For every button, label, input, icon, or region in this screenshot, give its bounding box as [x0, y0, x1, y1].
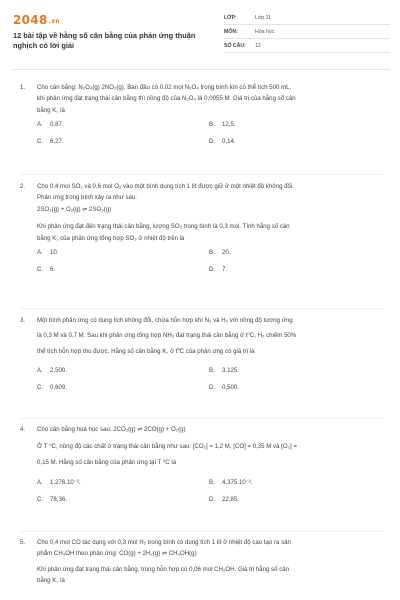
- meta-value: Hóa học: [255, 28, 275, 35]
- question-line: Khi phản ứng đạt đến trạng thái cân bằng, lượng SO₃ trong bình là 0,3 mol. Tính hằng số cân: [37, 223, 290, 231]
- question-text: [37, 181, 382, 244]
- option-text: 0,87.: [50, 121, 64, 129]
- question-line: Phản ứng trong bình xảy ra như sau:: [37, 194, 137, 202]
- option-c[interactable]: [37, 382, 209, 394]
- question-number: 1.: [20, 84, 26, 91]
- question-line: bằng K꜀ của phản ứng tổng hợp SO₃ ở nhiệt độ trên là: [37, 234, 185, 242]
- meta-key: SỐ CÂU:: [224, 42, 246, 49]
- option-a[interactable]: [37, 247, 209, 259]
- meta-table: [224, 11, 390, 53]
- meta-row-subject: [224, 25, 390, 39]
- question-5: [20, 537, 382, 587]
- option-text: 4,375.10⁻².: [222, 479, 253, 487]
- option-letter: D.: [209, 496, 216, 504]
- option-text: 78,36.: [50, 496, 67, 504]
- page-title: 12 bài tập về hằng số cân bằng của phản ứng thuận nghịch có lời giải: [13, 31, 196, 50]
- question-divider: [20, 531, 382, 532]
- answer-options: [37, 119, 382, 148]
- option-d[interactable]: [209, 136, 381, 148]
- option-text: 6,27.: [50, 138, 64, 146]
- question-number: 3.: [20, 317, 26, 324]
- question-line: bằng K꜀ là: [37, 577, 65, 585]
- option-letter: A.: [37, 479, 43, 487]
- question-line: Cho 0,4 mol SO₂ và 0,6 mol O₂ vào một bình dung tích 1 lít được giữ ở một nhiệt độ không đổi.: [37, 183, 294, 190]
- option-b[interactable]: [209, 119, 381, 131]
- question-divider: [20, 308, 382, 309]
- header-divider: [13, 69, 390, 70]
- option-letter: B.: [209, 479, 215, 487]
- option-c[interactable]: [37, 136, 209, 148]
- option-text: 0,609.: [50, 384, 67, 392]
- question-1: [20, 82, 382, 148]
- option-letter: A.: [37, 249, 43, 257]
- logo-suffix: .vn: [48, 18, 60, 25]
- question-text: [37, 82, 382, 116]
- option-letter: A.: [37, 121, 43, 129]
- option-letter: C.: [37, 138, 44, 146]
- option-text: 22,85.: [222, 496, 239, 504]
- equation-line: 2SO₂(g) + O₂(g) ⇌ 2SO₃(g): [37, 205, 112, 213]
- option-letter: C.: [37, 496, 44, 504]
- question-line: Cho 0,4 mol CO tác dụng với 0,3 mol H₂ trong bình có dung tích 1 lít ở nhiệt độ cao tạo ra sản: [37, 539, 291, 546]
- question-2: [20, 181, 382, 276]
- option-text: 1,276.10⁻².: [50, 479, 81, 487]
- option-a[interactable]: [37, 365, 209, 377]
- meta-value: Lớp 11: [255, 14, 271, 21]
- option-letter: C.: [37, 384, 44, 392]
- question-number: 4.: [20, 426, 26, 433]
- meta-row-grade: [224, 11, 390, 25]
- question-text: [37, 424, 382, 468]
- question-text: [37, 537, 382, 587]
- option-letter: A.: [37, 367, 43, 375]
- option-b[interactable]: [209, 477, 381, 489]
- meta-row-count: [224, 39, 390, 53]
- document-header: [0, 0, 400, 68]
- equation-line: Cho cân bằng hoá học sau: 2CO₂(g) ⇌ 2CO(g) + O₂(g): [37, 426, 186, 433]
- meta-key: LỚP:: [224, 14, 237, 21]
- option-d[interactable]: [209, 382, 381, 394]
- site-logo[interactable]: [13, 13, 60, 27]
- option-d[interactable]: [209, 264, 381, 276]
- question-text: [37, 315, 382, 357]
- option-d[interactable]: [209, 494, 381, 506]
- question-line: Cho cân bằng: N₂O₄(g) 2NO₂(g). Ban đầu có 0,02 mol N₂O₄ trong bình kín có thể tích 500 mL,: [37, 84, 292, 91]
- option-b[interactable]: [209, 247, 381, 259]
- option-text: 0,14.: [222, 138, 236, 146]
- option-b[interactable]: [209, 365, 381, 377]
- meta-key: MÔN:: [224, 28, 238, 35]
- option-text: 3,125.: [222, 367, 239, 375]
- question-line: 0,15 M. Hằng số cân bằng của phản ứng tại T ⁰C là: [37, 458, 177, 466]
- option-a[interactable]: [37, 477, 209, 489]
- option-letter: D.: [209, 266, 216, 274]
- option-text: 10.: [50, 249, 59, 257]
- option-letter: C.: [37, 266, 44, 274]
- option-c[interactable]: [37, 264, 209, 276]
- answer-options: [37, 365, 382, 394]
- question-4: [20, 424, 382, 506]
- option-letter: D.: [209, 384, 216, 392]
- question-3: [20, 315, 382, 394]
- option-letter: B.: [209, 121, 215, 129]
- answer-options: [37, 477, 382, 506]
- logo-text: 2048: [13, 13, 48, 27]
- question-number: 2.: [20, 183, 26, 190]
- question-line: khi phản ứng đạt trạng thái cân bằng thì nồng độ của N₂O₄ là 0,0055 M. Giá trị của hằng số cân: [37, 95, 296, 103]
- meta-value: 12: [255, 42, 261, 49]
- answer-options: [37, 247, 382, 276]
- question-number: 5.: [20, 539, 26, 546]
- question-divider: [20, 418, 382, 419]
- question-line: Ở T ⁰C, nồng độ các chất ở trạng thái cân bằng như sau: [CO₂] = 1,2 M, [CO] = 0,35 M và [O₂] =: [37, 443, 297, 451]
- option-letter: D.: [209, 138, 216, 146]
- option-text: 12,5.: [222, 121, 236, 129]
- option-text: 20.: [222, 249, 231, 257]
- question-line: Khi phản ứng đạt trạng thái cân bằng, trong hỗn hợp có 0,06 mol CH₃OH. Giá trị hằng số cân: [37, 565, 290, 573]
- option-a[interactable]: [37, 119, 209, 131]
- option-letter: B.: [209, 367, 215, 375]
- question-line: bằng K꜀ là: [37, 106, 65, 114]
- option-text: 2,500.: [50, 367, 67, 375]
- option-text: 6.: [50, 266, 56, 274]
- option-letter: B.: [209, 249, 215, 257]
- question-line: là 0,3 M và 0,7 M. Sau khi phản ứng tổng hợp NH₃ đạt trạng thái cân bằng ở t⁰C, H₂ chiếm 50%: [37, 332, 297, 340]
- question-line: thể tích hỗn hợp thu được. Hằng số cân bằng K꜀ ở t⁰C của phản ứng có giá trị là: [37, 347, 255, 355]
- question-line: phẩm CH₃OH theo phản ứng: CO(g) + 2H₂(g) ⇌ CH₃OH(g): [37, 550, 197, 558]
- question-line: Một bình phản ứng có dung tích không đổi, chứa hỗn hợp khí N₂ và H₂ với nồng độ tương ứng: [37, 317, 293, 324]
- question-divider: [20, 174, 382, 175]
- option-text: 0,500.: [222, 384, 239, 392]
- option-text: 7.: [222, 266, 228, 274]
- option-c[interactable]: [37, 494, 209, 506]
